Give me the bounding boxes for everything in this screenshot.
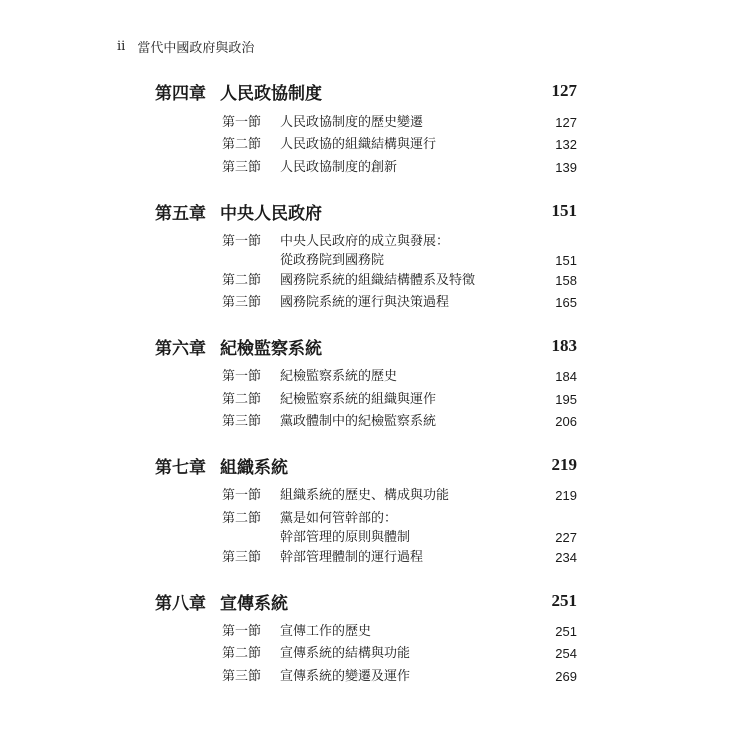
book-title: 當代中國政府與政治: [137, 41, 255, 56]
section-number: 第三節: [222, 414, 262, 429]
section-entry[interactable]: [222, 548, 577, 567]
section-page: 195: [555, 392, 577, 407]
section-title: 國務院系統的組織結構體系及特徵: [280, 273, 476, 288]
chapter-page: 151: [551, 201, 577, 220]
chapter-title: 中央人民政府: [220, 203, 322, 224]
section-title: 幹部管理體制的運行過程: [280, 550, 424, 565]
chapter-number: 第六章: [155, 338, 206, 359]
section-title: 人民政協制度的歷史變遷: [280, 115, 424, 130]
section-entry[interactable]: [222, 135, 577, 154]
section-title: 人民政協制度的創新: [280, 160, 398, 175]
section-entry[interactable]: [222, 232, 577, 270]
section-entry[interactable]: [222, 644, 577, 663]
chapter-number: 第五章: [155, 203, 206, 224]
section-number: 第三節: [222, 295, 262, 310]
section-entry[interactable]: [222, 113, 577, 132]
page-number: ii: [117, 39, 126, 54]
section-page: 234: [555, 550, 577, 565]
section-page: 158: [555, 273, 577, 288]
section-entry[interactable]: [222, 667, 577, 686]
section-title: 組織系統的歷史、構成與功能: [280, 488, 450, 503]
chapter-page: 183: [551, 336, 577, 355]
section-entry[interactable]: [222, 158, 577, 177]
section-number: 第二節: [222, 511, 262, 526]
chapter-page: 251: [551, 591, 577, 610]
section-number: 第二節: [222, 137, 262, 152]
section-title: 宣傳系統的結構與功能: [280, 646, 411, 661]
section-number: 第一節: [222, 624, 262, 639]
section-page: 251: [555, 624, 577, 639]
chapter-page: 219: [551, 455, 577, 474]
section-page: 227: [555, 530, 577, 545]
chapter-heading[interactable]: [155, 198, 577, 224]
section-page: 219: [555, 488, 577, 503]
chapter-heading[interactable]: [155, 333, 577, 359]
section-page: 165: [555, 295, 577, 310]
section-title: 宣傳系統的變遷及運作: [280, 669, 411, 684]
section-title: 國務院系統的運行與決策過程: [280, 295, 450, 310]
section-title: 宣傳工作的歷史: [280, 624, 372, 639]
section-title: 紀檢監察系統的組織與運作: [280, 392, 437, 407]
section-page: 184: [555, 369, 577, 384]
section-number: 第一節: [222, 369, 262, 384]
section-page: 151: [555, 253, 577, 268]
section-entry[interactable]: [222, 293, 577, 312]
chapter-number: 第八章: [155, 593, 206, 614]
chapter-title: 組織系統: [220, 457, 288, 478]
chapter-heading[interactable]: [155, 452, 577, 478]
section-entry[interactable]: [222, 486, 577, 505]
chapter-number: 第四章: [155, 83, 206, 104]
section-entry[interactable]: [222, 271, 577, 290]
section-entry[interactable]: [222, 509, 577, 547]
section-number: 第三節: [222, 669, 262, 684]
section-title: 黨是如何管幹部的： 幹部管理的原則與體制: [280, 511, 411, 545]
chapter-page: 127: [551, 81, 577, 100]
section-number: 第一節: [222, 488, 262, 503]
section-page: 254: [555, 646, 577, 661]
section-number: 第一節: [222, 115, 262, 130]
section-page: 139: [555, 160, 577, 175]
section-entry[interactable]: [222, 390, 577, 409]
section-number: 第二節: [222, 273, 262, 288]
chapter-title: 人民政協制度: [220, 83, 322, 104]
section-entry[interactable]: [222, 367, 577, 386]
chapter-heading[interactable]: [155, 78, 577, 104]
section-page: 127: [555, 115, 577, 130]
section-entry[interactable]: [222, 622, 577, 641]
section-number: 第三節: [222, 550, 262, 565]
section-number: 第一節: [222, 234, 262, 249]
section-entry[interactable]: [222, 412, 577, 431]
section-number: 第三節: [222, 160, 262, 175]
section-page: 206: [555, 414, 577, 429]
section-page: 269: [555, 669, 577, 684]
chapter-title: 宣傳系統: [220, 593, 288, 614]
section-number: 第二節: [222, 646, 262, 661]
section-title: 紀檢監察系統的歷史: [280, 369, 398, 384]
section-number: 第二節: [222, 392, 262, 407]
chapter-number: 第七章: [155, 457, 206, 478]
section-title: 中央人民政府的成立與發展： 從政務院到國務院: [280, 234, 450, 268]
section-title: 黨政體制中的紀檢監察系統: [280, 414, 437, 429]
section-title: 人民政協的組織結構與運行: [280, 137, 437, 152]
section-page: 132: [555, 137, 577, 152]
chapter-title: 紀檢監察系統: [220, 338, 322, 359]
chapter-heading[interactable]: [155, 588, 577, 614]
